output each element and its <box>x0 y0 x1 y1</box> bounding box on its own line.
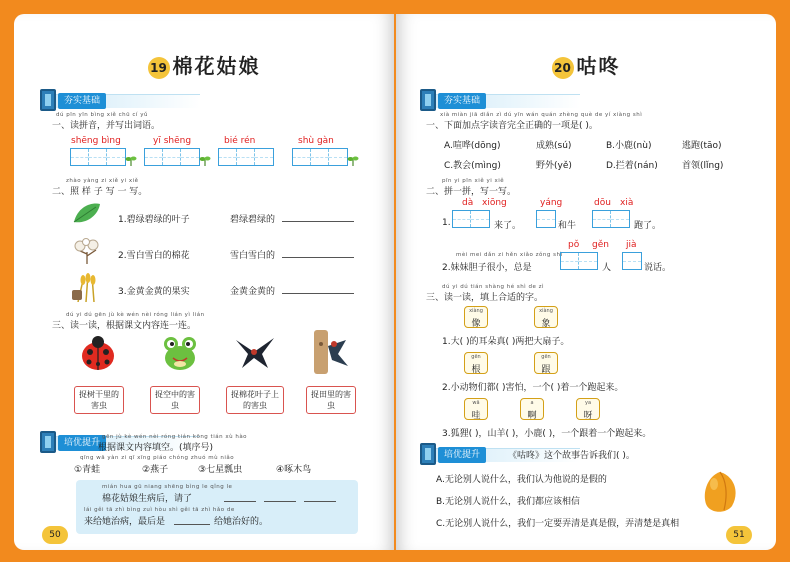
question-2: 二、照 样 子 写 一 写。 <box>52 187 148 197</box>
answer-grid[interactable] <box>622 252 642 270</box>
lesson-number-badge: 19 <box>148 57 170 79</box>
answer-grid[interactable] <box>292 148 348 166</box>
ladybug-icon <box>78 334 118 372</box>
book-icon <box>40 89 56 111</box>
answer-line[interactable] <box>174 524 210 525</box>
answer-line[interactable] <box>304 501 336 502</box>
sprout-icon <box>199 154 211 166</box>
lesson-number-badge: 20 <box>552 57 574 79</box>
char-option: xiàng 像 <box>464 306 488 328</box>
match-box-4[interactable]: 捉田里的害虫 <box>306 386 356 414</box>
cotton-icon <box>72 238 102 264</box>
option-2: ②燕子 <box>142 465 169 475</box>
woodpecker-icon <box>312 330 352 374</box>
answer-grid[interactable] <box>592 210 630 228</box>
section-header-basic: 夯实基础 <box>40 94 200 108</box>
char-option: gēn 跟 <box>534 352 558 374</box>
answer-grid[interactable] <box>70 148 126 166</box>
book-icon <box>420 443 436 465</box>
left-page: 19 棉花姑娘 夯实基础 dú pīn yīn bìng xiě chū cí yǔ 一、读拼音，并写出词语。 shēng bìng yī shēng bié rén shù gàn zhào yàng zi xiě yi xiě 二、照 样 子 写 一 写。 1.碧绿碧绿的叶子 碧绿碧绿的 2.雪白雪白的棉花 雪白雪白的 3.金黄金黄的果实 金黄金黄的 dú yi dú gēn jù kè wén nèi róng lián yì lián 三、读一读，根据课文内容连一连。 捉树干里的害虫 捉空中的害虫 捉棉花叶子上的害虫 捉田里的害虫 培优提升 gēn jù kè wén nèi róng tián kōng tián xù hào 根据课文内容填空。(填序号) qīng wā yàn zi qī xīng piáo chóng zhuó mù niǎo ①青蛙 ②燕子 ③七星瓢虫 ④啄木鸟 mián hua gū niang shēng bìng le qǐng le 棉花姑娘生病后，请了 lái gěi tā zhì bìng zuì hòu shì gěi tā zhì hǎo de 来给她治病，最后是 给她治好的。 50 <box>14 14 394 550</box>
answer-grid[interactable] <box>218 148 274 166</box>
char-option: xiàng 象 <box>534 306 558 328</box>
question-4: 《咕咚》这个故事告诉我们( )。 <box>508 451 635 461</box>
answer-line[interactable] <box>224 501 256 502</box>
leaf-icon <box>72 202 102 226</box>
option-c: C.无论别人说什么，我们一定要弄清是真是假，弄清楚是真相 <box>436 519 680 529</box>
section-header-advanced: 培优提升 <box>420 448 580 462</box>
answer-line[interactable] <box>282 257 354 258</box>
right-page: 20 咕咚 夯实基础 xià miàn jiā diǎn zì dú yīn wán quán zhèng què de yí xiàng shì 一、下面加点字读音完全正确的一项是( )。 A.喧哗(dōng) 成熟(sú) B.小鹿(nù) 逃跑(tāo) C.教会(mìng) 野外(yě) D.拦着(nán) 首领(lǐng) pīn yi pīn xiě yi xiě 二、拼一拼，写一写。 dà xiōng 1. 来了。 yáng 和牛 dōu xià 跑了。 mèi mei dǎn zi hěn xiǎo zǒng shì 2.妹妹胆子很小，总是 pǒ gěn 人 jià 说话。 dú yi dú tián shàng hé shì de zì 三、读一读，填上合适的字。 xiàng 像 xiàng 象 1.大( )的耳朵真( )两把大扇子。 gēn 根 gēn 跟 2.小动物们都( )害怕，一个( )着一个跑起来。 wā 哇 a 啊 ya 呀 3.狐狸( )，山羊( )，小鹿( )，一个跟着一个跑起来。 培优提升 《咕咚》这个故事告诉我们( )。 A.无论别人说什么，我们认为他说的是假的 B.无论别人说什么，我们都应该相信 C.无论别人说什么，我们一定要弄清是真是假，弄清楚是真相 51 <box>396 14 776 550</box>
answer-line[interactable] <box>264 501 296 502</box>
char-option: ya 呀 <box>576 398 600 420</box>
answer-line[interactable] <box>282 293 354 294</box>
option-a: A.无论别人说什么，我们认为他说的是假的 <box>436 475 607 485</box>
section-header-advanced: 培优提升 <box>40 436 200 450</box>
lesson-20-title: 20 咕咚 <box>396 50 776 79</box>
sprout-icon <box>125 154 137 166</box>
option-3: ③七星瓢虫 <box>198 465 243 475</box>
page-number: 50 <box>42 526 68 544</box>
mango-icon <box>700 470 740 514</box>
question-2: 二、拼一拼，写一写。 <box>426 187 517 197</box>
book-icon <box>40 431 56 453</box>
match-box-3[interactable]: 捉棉花叶子上的害虫 <box>226 386 284 414</box>
book-icon <box>420 89 436 111</box>
answer-grid[interactable] <box>452 210 490 228</box>
frog-icon <box>160 334 200 372</box>
lesson-19-title: 19 棉花姑娘 <box>14 50 394 79</box>
answer-grid[interactable] <box>560 252 598 270</box>
sprout-icon <box>347 154 359 166</box>
match-box-1[interactable]: 捉树干里的害虫 <box>74 386 124 414</box>
option-b: B.无论别人说什么，我们都应该相信 <box>436 497 581 507</box>
match-box-2[interactable]: 捉空中的害虫 <box>150 386 200 414</box>
section-header-basic: 夯实基础 <box>420 94 580 108</box>
option-4: ④啄木鸟 <box>276 465 312 475</box>
option-1: ①青蛙 <box>74 465 101 475</box>
question-3: 三、读一读，根据课文内容连一连。 <box>52 321 197 331</box>
char-option: a 啊 <box>520 398 544 420</box>
question-4: 根据课文内容填空。(填序号) <box>98 443 214 453</box>
swallow-icon <box>232 334 278 370</box>
char-option: gēn 根 <box>464 352 488 374</box>
question-1: 一、读拼音，并写出词语。 <box>52 121 161 131</box>
question-1: 一、下面加点字读音完全正确的一项是( )。 <box>426 121 598 131</box>
char-option: wā 哇 <box>464 398 488 420</box>
answer-grid[interactable] <box>144 148 200 166</box>
answer-grid[interactable] <box>536 210 556 228</box>
page-number: 51 <box>726 526 752 544</box>
wheat-icon <box>70 272 104 302</box>
question-3: 三、读一读，填上合适的字。 <box>426 293 544 303</box>
answer-line[interactable] <box>282 221 354 222</box>
